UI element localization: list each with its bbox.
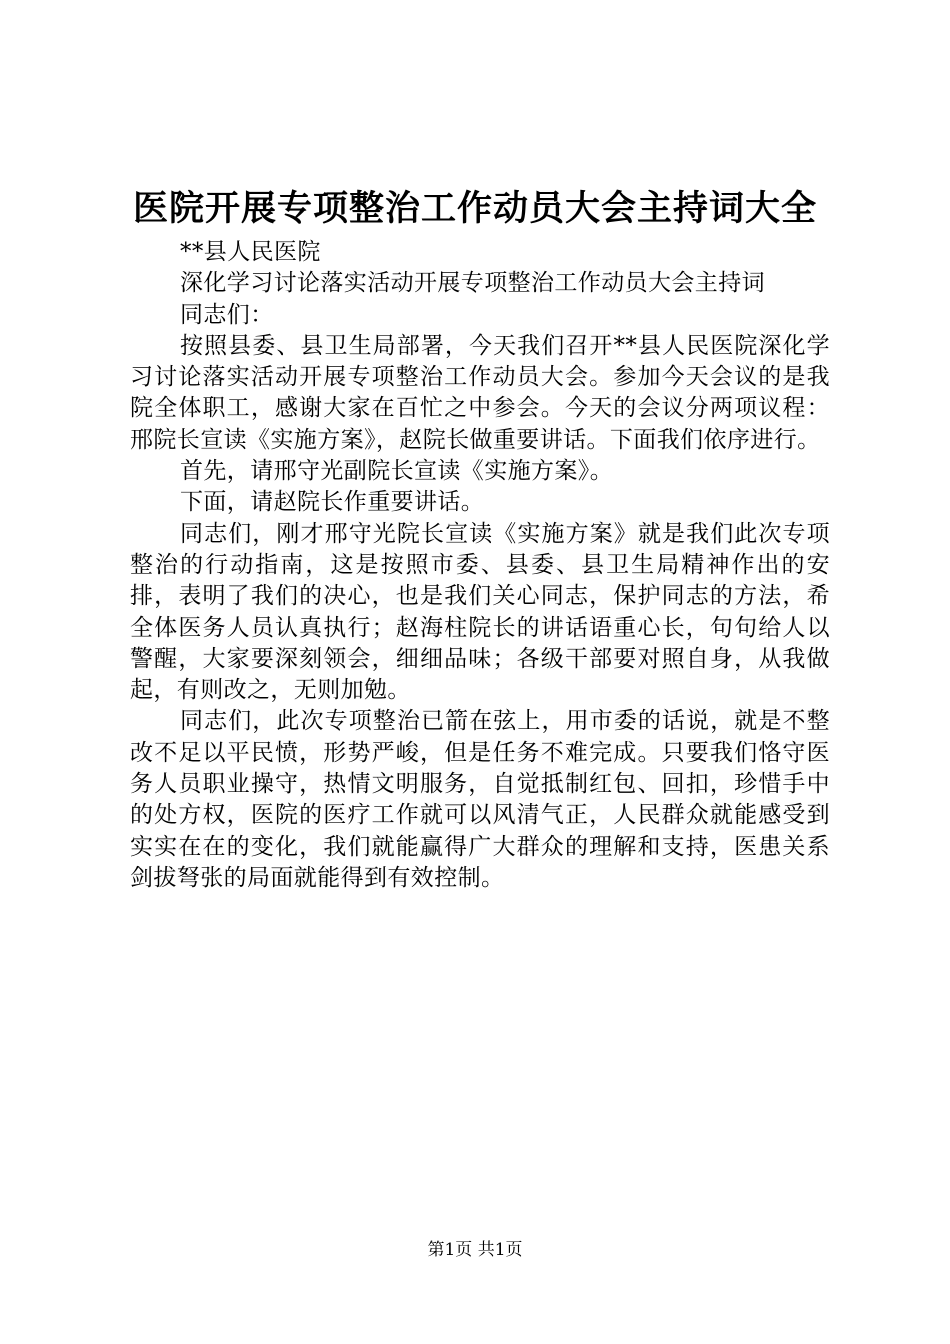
paragraph: 同志们，此次专项整治已箭在弦上，用市委的话说，就是不整改不足以平民愤，形势严峻，但是任务不难完成。只要我们恪守医务人员职业操守，热情文明服务，自觉抵制红包、回扣，珍惜手中的处方权，医院的医疗工作就可以风清气正，人民群众就能感受到实实在在的变化，我们就能赢得广大群众的理解和支持，医患关系剑拔弩张的局面就能得到有效控制。 xyxy=(130,708,830,891)
paragraph: 首先，请邢守光副院长宣读《实施方案》。 xyxy=(180,458,614,485)
salutation: 同志们： xyxy=(180,301,274,328)
paragraph: 下面，请赵院长作重要讲话。 xyxy=(180,489,485,516)
document-subtitle: 深化学习讨论落实活动开展专项整治工作动员大会主持词 xyxy=(180,270,765,297)
document-title: 医院开展专项整治工作动员大会主持词大全 xyxy=(132,188,817,229)
organization-name: **县人民医院 xyxy=(180,239,321,265)
document-body xyxy=(130,237,830,894)
paragraph: 按照县委、县卫生局部署，今天我们召开**县人民医院深化学习讨论落实活动开展专项整治工作动员大会。参加今天会议的是我院全体职工，感谢大家在百忙之中参会。今天的会议分两项议程：邢院长宣读《实施方案》，赵院长做重要讲话。下面我们依序进行。 xyxy=(130,332,830,453)
page-footer: 第1页 共1页 xyxy=(427,1240,523,1260)
paragraph: 同志们，刚才邢守光院长宣读《实施方案》就是我们此次专项整治的行动指南，这是按照市委、县委、县卫生局精神作出的安排，表明了我们的决心，也是我们关心同志，保护同志的方法，希全体医务人员认真执行；赵海柱院长的讲话语重心长，句句给人以警醒，大家要深刻领会，细细品味；各级干部要对照自身，从我做起，有则改之，无则加勉。 xyxy=(130,520,830,704)
